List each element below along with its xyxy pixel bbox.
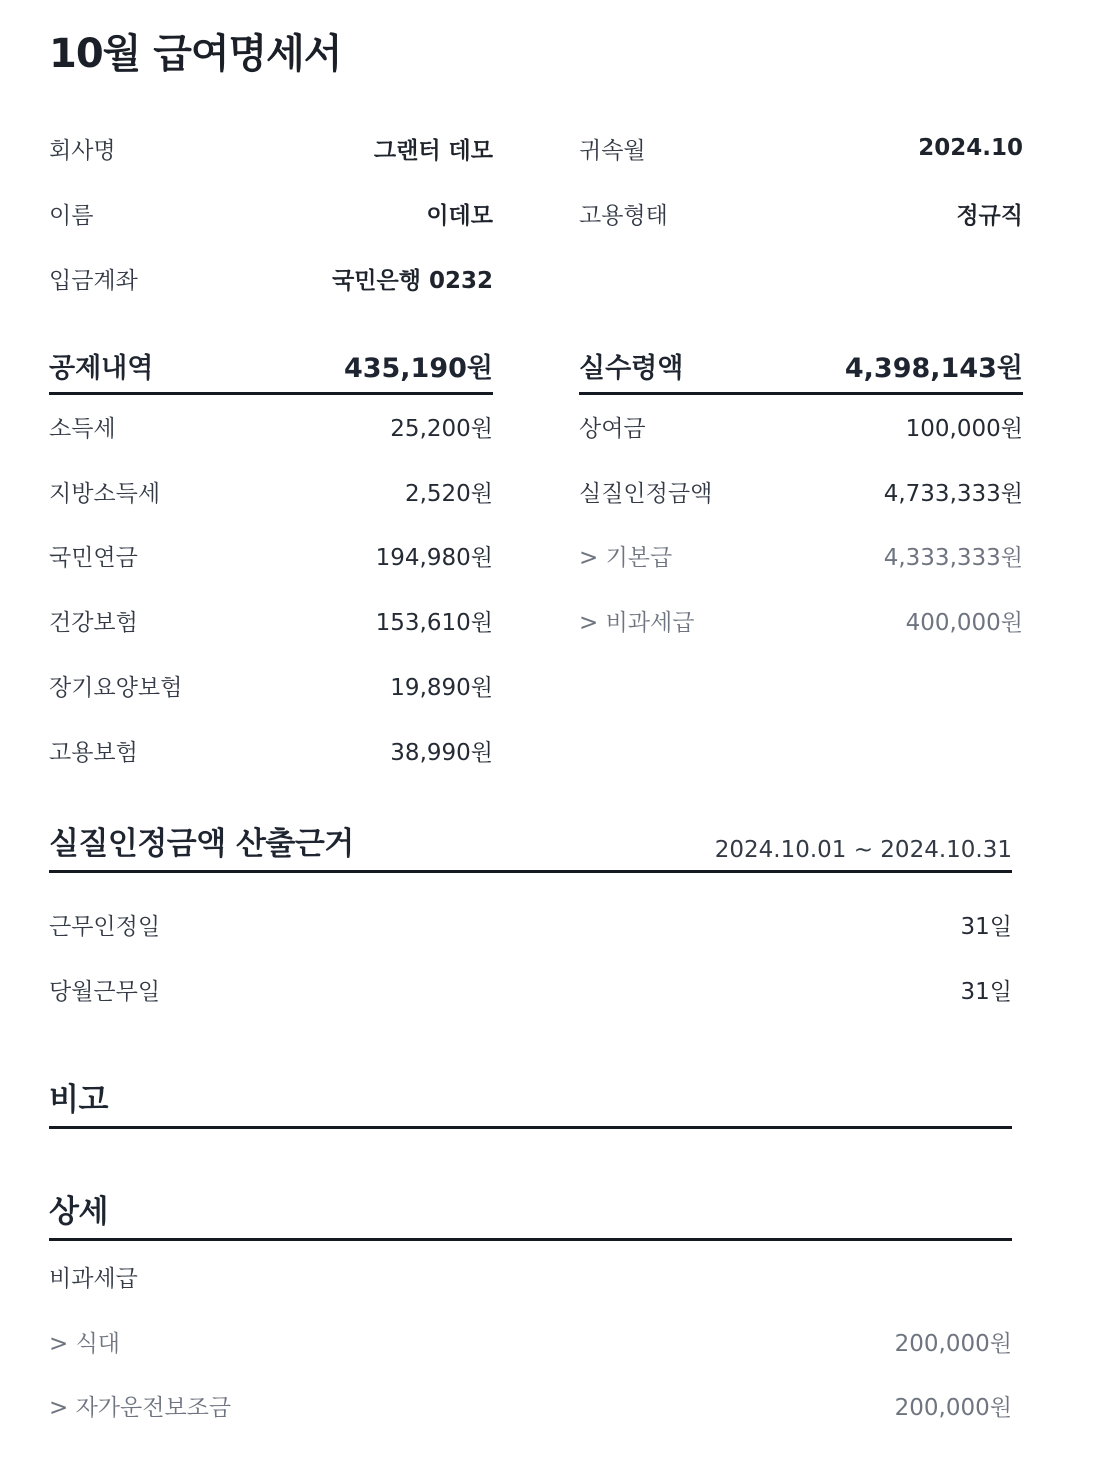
deduction-row xyxy=(49,535,493,575)
info-left xyxy=(49,128,493,298)
deduction-value: 38,990원 xyxy=(390,739,493,766)
details-label: > 자가운전보조금 xyxy=(49,1394,232,1421)
details-row xyxy=(49,1321,1012,1361)
info-label: 고용형태 xyxy=(579,202,668,229)
net-pay-header xyxy=(579,346,1023,395)
section-title: 실질인정금액 산출근거 xyxy=(49,826,354,862)
details-row xyxy=(49,1385,1012,1425)
info-row-name xyxy=(49,193,493,233)
info-value: 이데모 xyxy=(426,202,493,229)
remarks-section xyxy=(49,1074,1012,1134)
deduction-row xyxy=(49,406,493,446)
deduction-value: 153,610원 xyxy=(375,609,493,636)
net-pay-value: 100,000원 xyxy=(905,415,1023,442)
deduction-label: 건강보험 xyxy=(49,609,138,636)
net-pay-label: 상여금 xyxy=(579,415,646,442)
details-value: 200,000원 xyxy=(894,1330,1012,1357)
deduction-label: 소득세 xyxy=(49,415,116,442)
info-row-employment-type xyxy=(579,193,1023,233)
info-row-account xyxy=(49,258,493,298)
info-right xyxy=(579,128,1023,238)
info-row-period xyxy=(579,128,1023,168)
basis-row xyxy=(49,969,1012,1009)
details-label: > 식대 xyxy=(49,1330,121,1357)
section-title: 상세 xyxy=(49,1194,108,1230)
info-label: 회사명 xyxy=(49,137,116,164)
deduction-value: 25,200원 xyxy=(390,415,493,442)
details-header xyxy=(49,1186,1012,1241)
net-pay-label: > 기본급 xyxy=(579,544,673,571)
page-title: 10월 급여명세서 xyxy=(49,31,342,77)
deduction-label: 장기요양보험 xyxy=(49,674,183,701)
info-value: 그랜터 데모 xyxy=(373,137,493,164)
basis-value: 31일 xyxy=(960,978,1012,1005)
net-pay-row xyxy=(579,406,1023,446)
deduction-label: 지방소득세 xyxy=(49,480,161,507)
section-total: 4,398,143원 xyxy=(844,353,1023,384)
basis-row xyxy=(49,904,1012,944)
deduction-value: 19,890원 xyxy=(390,674,493,701)
info-label: 이름 xyxy=(49,202,94,229)
basis-section xyxy=(49,818,1012,1018)
basis-label: 근무인정일 xyxy=(49,913,161,940)
basis-period: 2024.10.01 ~ 2024.10.31 xyxy=(714,837,1012,863)
details-section xyxy=(49,1186,1012,1426)
net-pay-label: > 비과세급 xyxy=(579,609,695,636)
remarks-header xyxy=(49,1074,1012,1129)
net-pay-label: 실질인정금액 xyxy=(579,480,713,507)
net-pay-value: 4,333,333원 xyxy=(883,544,1023,571)
info-value: 정규직 xyxy=(956,202,1023,229)
deduction-row xyxy=(49,665,493,705)
basis-label: 당월근무일 xyxy=(49,978,161,1005)
deduction-label: 고용보험 xyxy=(49,739,138,766)
basis-header xyxy=(49,818,1012,873)
net-pay-value: 400,000원 xyxy=(905,609,1023,636)
details-group-row xyxy=(49,1256,1012,1296)
section-title: 실수령액 xyxy=(579,353,684,384)
deductions-header xyxy=(49,346,493,395)
info-row-company xyxy=(49,128,493,168)
net-pay-value: 4,733,333원 xyxy=(883,480,1023,507)
info-label: 귀속월 xyxy=(579,137,646,164)
deduction-value: 2,520원 xyxy=(404,480,493,507)
deductions-section xyxy=(49,346,493,776)
net-pay-subrow xyxy=(579,535,1023,575)
deduction-row xyxy=(49,730,493,770)
info-label: 입금계좌 xyxy=(49,267,138,294)
net-pay-section xyxy=(579,346,1023,646)
section-title: 비고 xyxy=(49,1082,108,1118)
basis-value: 31일 xyxy=(960,913,1012,940)
section-total: 435,190원 xyxy=(343,353,493,384)
deduction-row xyxy=(49,471,493,511)
info-value: 국민은행 0232 xyxy=(332,267,493,294)
deduction-label: 국민연금 xyxy=(49,544,138,571)
deduction-row xyxy=(49,600,493,640)
net-pay-subrow xyxy=(579,600,1023,640)
details-group-label: 비과세급 xyxy=(49,1265,138,1292)
net-pay-row xyxy=(579,471,1023,511)
deduction-value: 194,980원 xyxy=(375,544,493,571)
info-value: 2024.10 xyxy=(918,135,1023,161)
section-title: 공제내역 xyxy=(49,353,154,384)
details-value: 200,000원 xyxy=(894,1394,1012,1421)
